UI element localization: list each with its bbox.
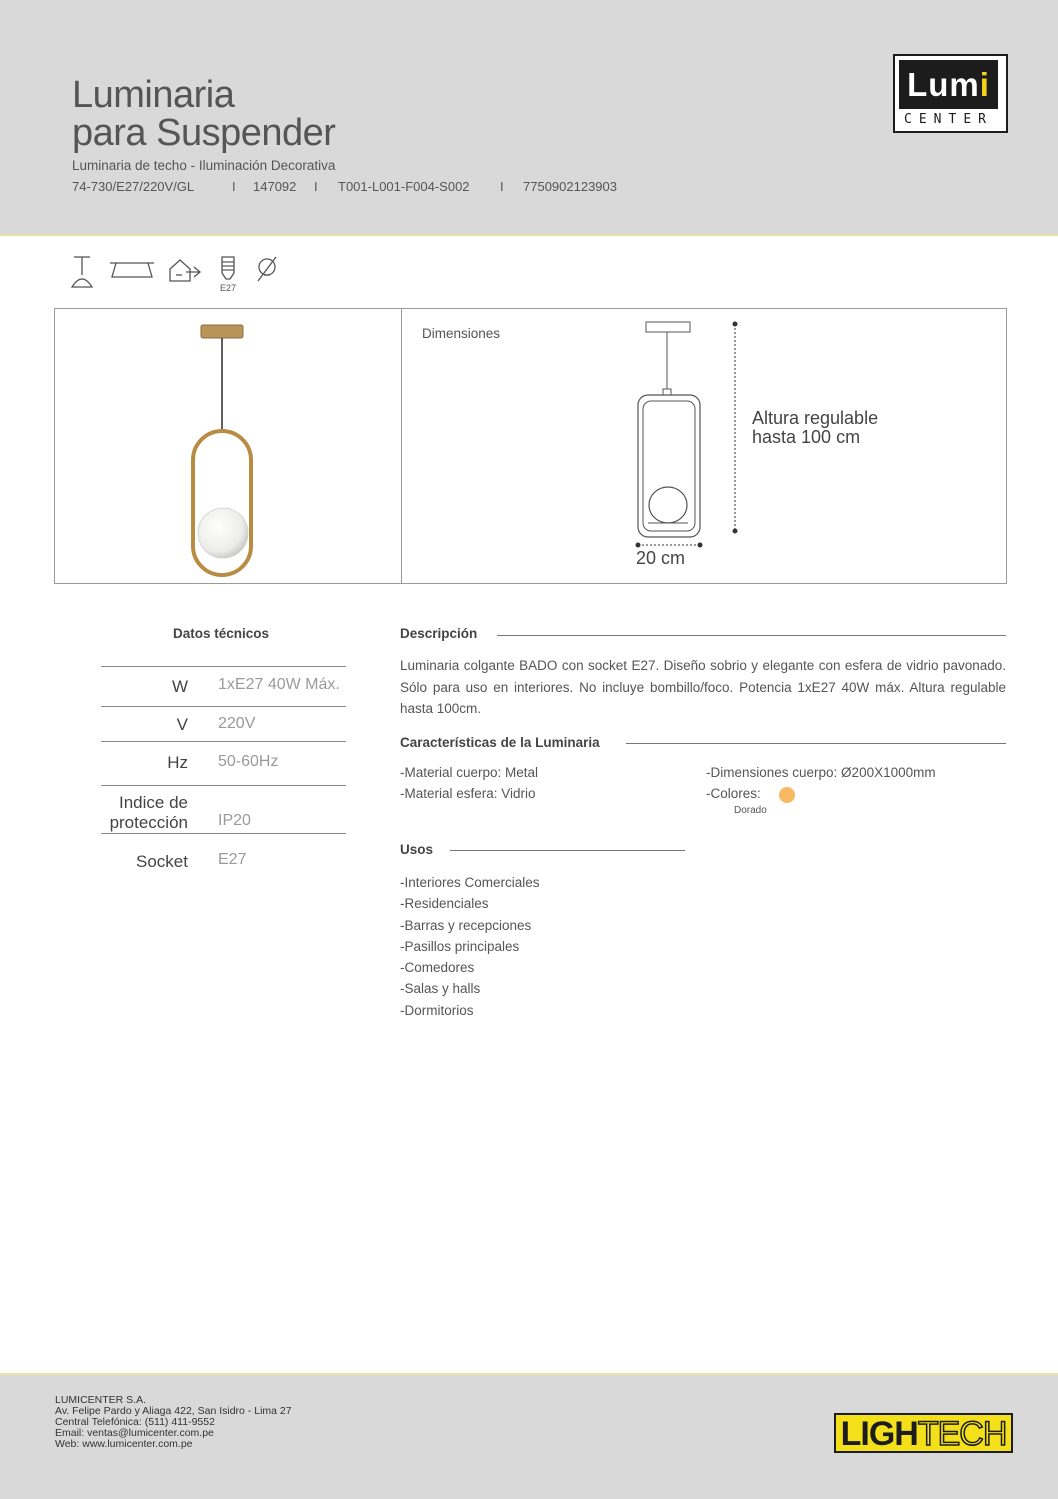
code-separator: I (500, 179, 504, 194)
description-text: Luminaria colgante BADO con socket E27. Diseño sobrio y elegante con esfera de vidrio pavonado. Sólo para uso en interiores. No incluye bombillo/foco. Potencia 1xE27 40W máx. Altura regulable hasta 100cm. (400, 658, 1006, 716)
code-separator: I (232, 179, 236, 194)
footer-band (0, 1373, 1058, 1499)
body-dimensions: -Dimensiones cuerpo: Ø200X1000mm (706, 765, 936, 780)
list-item: -Comedores (400, 960, 475, 976)
logo-mark: Lumi (899, 60, 998, 109)
pendant-lamp-icon (70, 255, 94, 291)
dimension-drawing (630, 317, 750, 557)
list-item: -Dormitorios (400, 1002, 474, 1018)
list-item: -Interiores Comerciales (400, 875, 540, 890)
list-item: -Pasillos principales (400, 938, 520, 954)
material-body: -Material cuerpo: Metal (400, 765, 539, 780)
product-subtitle: Luminaria de techo - Iluminación Decorativa (72, 158, 336, 173)
tech-title: Datos técnicos (173, 626, 270, 641)
bulb-e27-icon (218, 255, 238, 283)
header-band (0, 0, 1058, 236)
list-item: -Barras y recepciones (400, 917, 532, 933)
height-annotation: Altura regulable hasta 100 cm (752, 408, 879, 447)
list-item: -Residenciales (400, 896, 489, 912)
color-name: Dorado (734, 805, 767, 816)
dimensions-title: Dimensiones (422, 326, 501, 341)
title-line-2: para Suspender (72, 112, 336, 154)
list-item: -Salas y halls (400, 981, 481, 997)
company-info: LUMICENTER S.A. Av. Felipe Pardo y Aliaga 422, San Isidro - Lima 27 Central Telefónica: (511) 411-9552 Email: ventas@lumicenter.com.pe Web: www.lumicenter.com.pe (55, 1394, 292, 1450)
logo-subtext: CENTER (904, 112, 993, 127)
uses-title: Usos (400, 842, 434, 857)
tech-row-socket: Socket E27 (101, 833, 346, 874)
code-separator: I (314, 179, 318, 194)
no-dimmer-icon (254, 255, 280, 285)
color-swatch-dorado (779, 787, 795, 803)
tech-row-ip: Indice de protección IP20 (101, 785, 346, 834)
product-photo (175, 321, 275, 581)
features-rule (626, 743, 1006, 744)
bulb-label: E27 (220, 283, 237, 293)
lumicenter-logo (893, 54, 1008, 133)
ceiling-recess-icon (108, 255, 156, 285)
uses-list (400, 872, 540, 1021)
barcode-number: 7750902123903 (523, 179, 617, 194)
uses-rule (450, 850, 685, 851)
tech-row-w: W 1xE27 40W Máx. (101, 666, 346, 707)
colors-label: -Colores: (706, 786, 761, 801)
product-box (54, 308, 1007, 584)
lightech-logo: LIGHTECH (834, 1413, 1013, 1453)
title-line-1: Luminaria (72, 74, 235, 116)
tech-row-v: V 220V (101, 706, 346, 742)
description-rule (497, 635, 1006, 636)
item-code: 147092 (253, 179, 297, 194)
indoor-house-icon (166, 255, 204, 285)
material-sphere: -Material esfera: Vidrio (400, 786, 536, 801)
category-code: T001-L001-F004-S002 (338, 179, 470, 194)
tech-row-hz: Hz 50-60Hz (101, 741, 346, 786)
box-divider (401, 309, 402, 583)
model-code: 74-730/E27/220V/GL (72, 179, 195, 194)
width-annotation: 20 cm (636, 548, 686, 568)
features-title: Características de la Luminaria (400, 735, 600, 750)
product-title (72, 76, 335, 152)
description-title: Descripción (400, 626, 478, 641)
feature-icons (66, 255, 296, 295)
